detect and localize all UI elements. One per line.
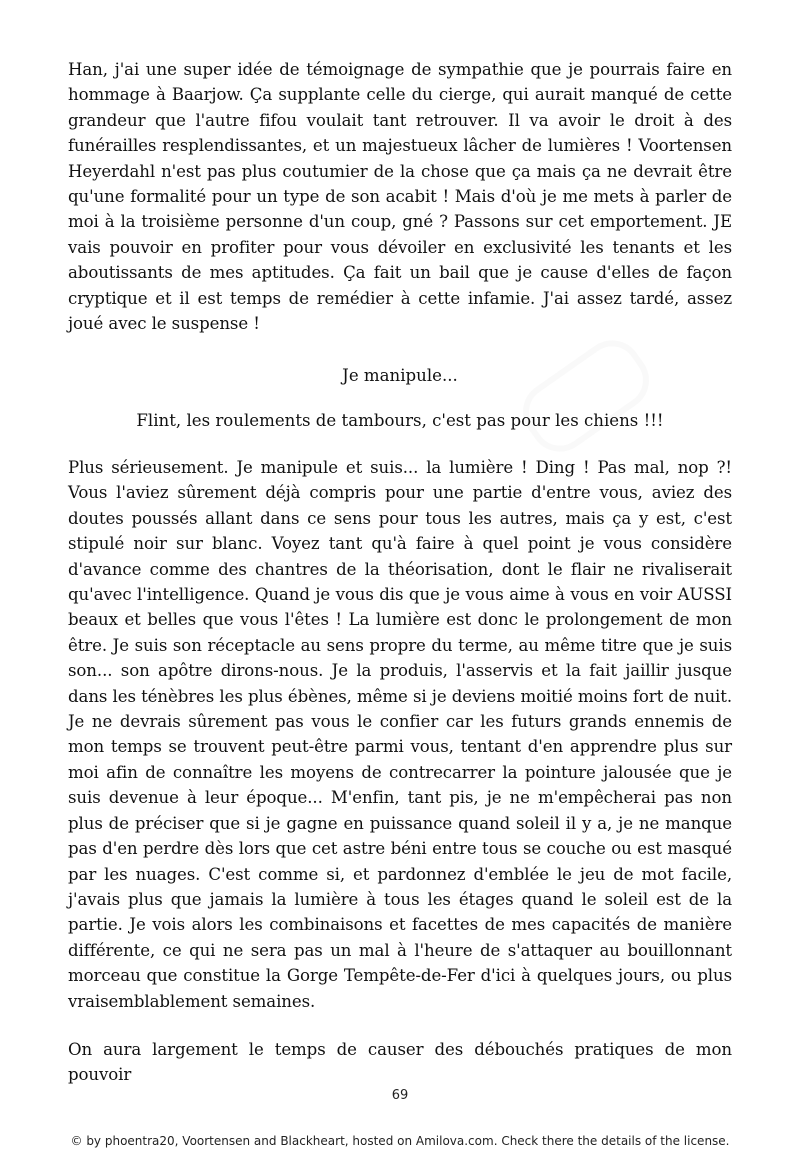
- centered-line-2: Flint, les roulements de tambours, c'est pas pour les chiens !!!: [136, 411, 664, 430]
- paragraph-2: Plus sérieusement. Je manipule et suis... la lumière ! Ding ! Pas mal, nop ?! Vous l'aviez sûrement déjà compris pour une partie d'entre vous, aviez des doutes poussés allant dans ce sens pour tous les autres, mais ça y est, c'est stipulé noir sur blanc. Voyez tant qu'à faire à quel point je vous considère d'avance comme des chantres de la théorisation, dont le flair ne rivaliserait qu'avec l'intelligence. Quand je vous dis que je vous aime à vous en voir AUSSI beaux et belles que vous l'êtes ! La lumière est donc le prolongement de mon être. Je suis son réceptacle au sens propre du terme, au même titre que je suis son... son apôtre dirons-nous. Je la produis, l'asservis et la fait jaillir jusque dans les ténèbres les plus ébènes, même si je deviens moitié moins fort de nuit. Je ne devrais sûrement pas vous le confier car les futurs grands ennemis de mon temps se trouvent peut-être parmi vous, tentant d'en apprendre plus sur moi afin de connaître les moyens de contrecarrer la pointure jalousée que je suis devenue à leur époque... M'enfin, tant pis, je ne m'empêcherai pas non plus de préciser que si je gagne en puissance quand soleil il y a, je ne manque pas d'en perdre dès lors que cet astre béni entre tous se couche ou est masqué par les nuages. C'est comme si, et pardonnez d'emblée le jeu de mot facile, j'avais plus que jamais la lumière à tous les étages quand le soleil est de la partie. Je vois alors les combinaisons et facettes de mes capacités de manière différente, ce qui ne sera pas un mal à l'heure de s'attaquer au bouillonnant morceau que constitue la Gorge Tempête-de-Fer d'ici à quelques jours, ou plus vraisemblablement semaines.: [68, 458, 732, 1011]
- paragraph-1: Han, j'ai une super idée de témoignage de sympathie que je pourrais faire en hommage à Baarjow. Ça supplante celle du cierge, qui aurait manqué de cette grandeur que l'autre fifou voulait tant retrouver. Il va avoir le droit à des funérailles resplendissantes, et un majestueux lâcher de lumières ! Voortensen Heyerdahl n'est pas plus coutumier de la chose que ça mais ça ne devrait être qu'une formalité pour un type de son acabit ! Mais d'où je me mets à parler de moi à la troisième personne d'un coup, gné ? Passons sur cet emportement. JE vais pouvoir en profiter pour vous dévoiler en exclusivité les tenants et les aboutissants de mes aptitudes. Ça fait un bail que je cause d'elles de façon cryptique et il est temps de remédier à cette infamie. J'ai assez tardé, assez joué avec le suspense !: [68, 60, 732, 334]
- paragraph-3: On aura largement le temps de causer des débouchés pratiques de mon pouvoir: [68, 1040, 732, 1085]
- license-footer: © by phoentra20, Voortensen and Blackheart, hosted on Amilova.com. Check there the details of the license.: [70, 1134, 730, 1148]
- document-page: [68, 57, 732, 1088]
- page-number: 69: [391, 1088, 409, 1103]
- centered-line-1: Je manipule...: [342, 366, 458, 385]
